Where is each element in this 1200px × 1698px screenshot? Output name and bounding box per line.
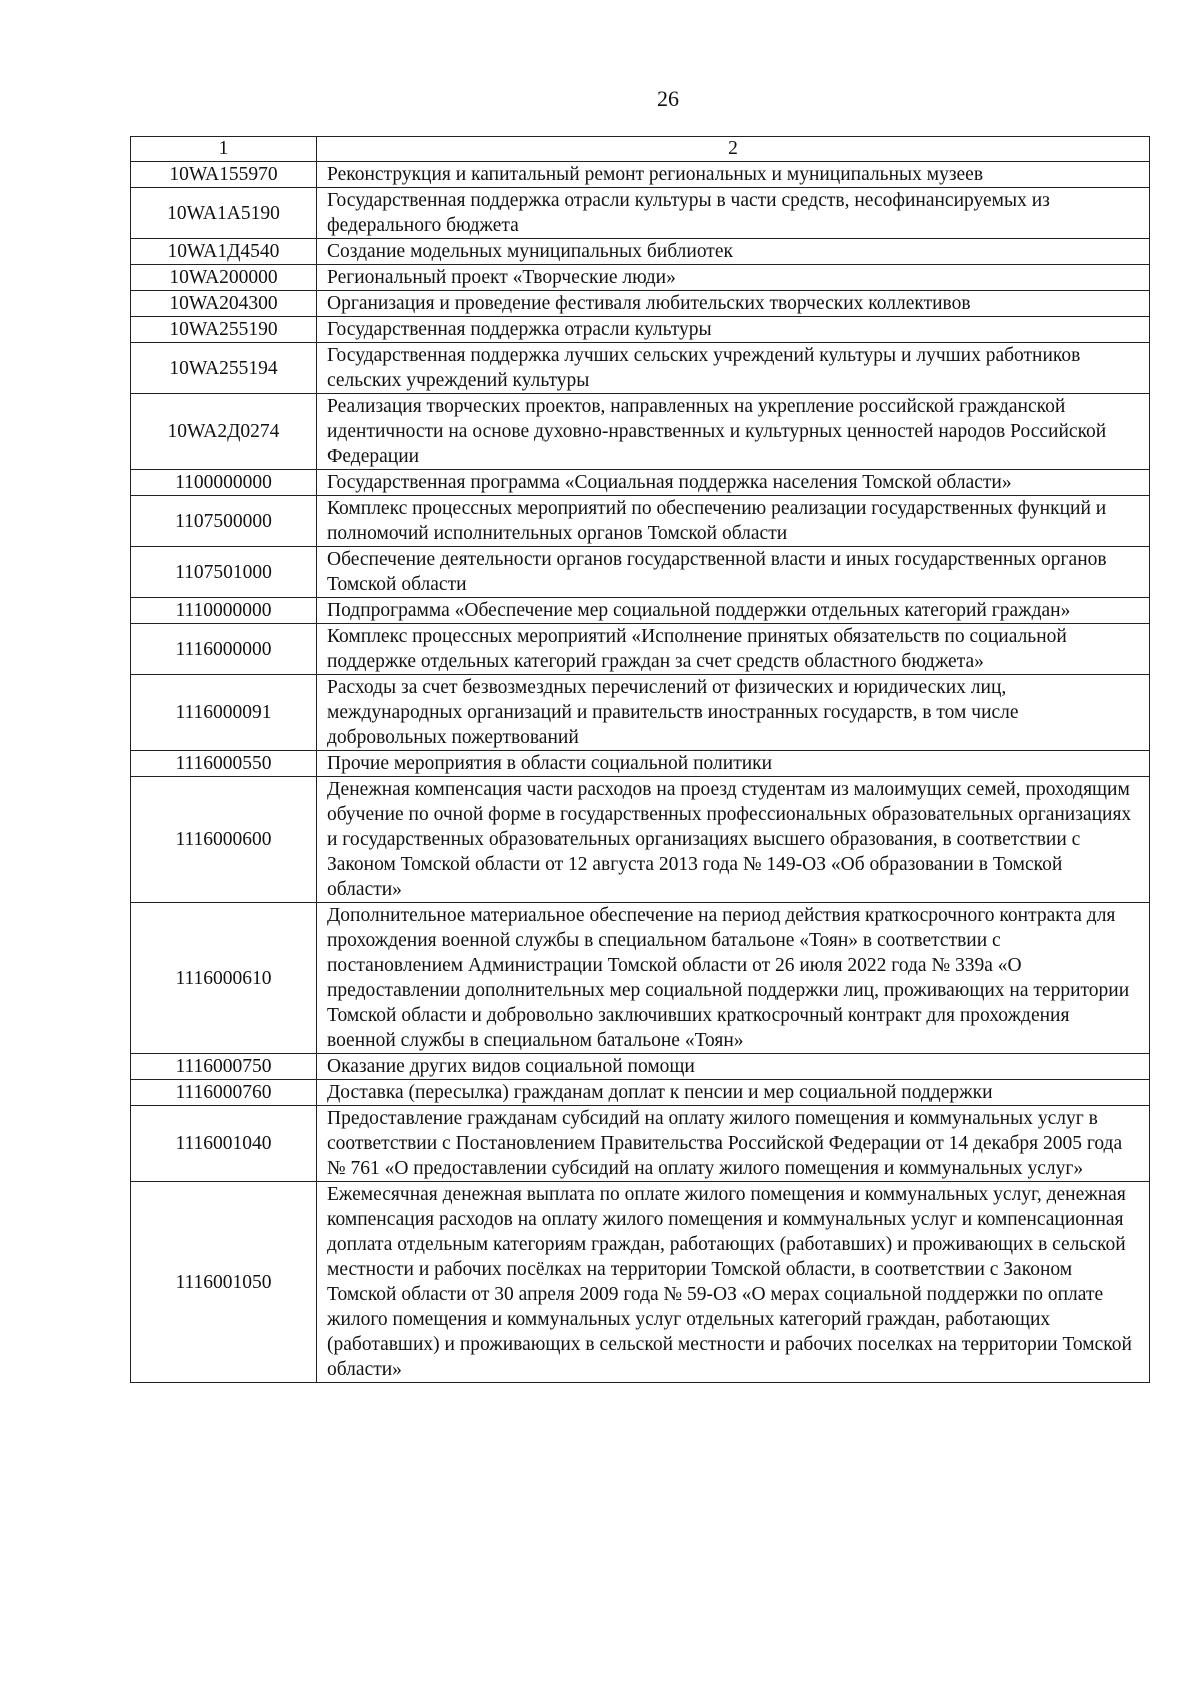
table-row [131, 777, 1150, 903]
row-code: 10WA200000 [131, 265, 317, 291]
table-row [131, 547, 1150, 598]
row-code: 1116001050 [131, 1182, 317, 1383]
row-text: Доставка (пересылка) гражданам доплат к пенсии и мер социальной поддержки [317, 1080, 1150, 1106]
row-code: 10WA255194 [131, 343, 317, 394]
row-code: 1107501000 [131, 547, 317, 598]
table-row [131, 496, 1150, 547]
row-text: Денежная компенсация части расходов на проезд студентам из малоимущих семей, проходящим обучение по очной форме в государственных профессиональных образовательных организациях и государственных образовательных организациях высшего образования, в соответствии с Законом Томской области от 12 августа 2013 года № 149-ОЗ «Об образовании в Томской области» [317, 777, 1150, 903]
row-code: 1116000600 [131, 777, 317, 903]
table-row [131, 675, 1150, 751]
row-code: 1107500000 [131, 496, 317, 547]
table-row [131, 188, 1150, 239]
table-header-row [131, 137, 1150, 162]
row-code: 10WA1Д4540 [131, 239, 317, 265]
row-code: 1116000610 [131, 903, 317, 1054]
row-code: 10WA255190 [131, 317, 317, 343]
table-row [131, 1054, 1150, 1080]
row-text: Организация и проведение фестиваля любительских творческих коллективов [317, 291, 1150, 317]
table-row [131, 1080, 1150, 1106]
table-row [131, 1106, 1150, 1182]
table-row [131, 394, 1150, 470]
row-text: Создание модельных муниципальных библиотек [317, 239, 1150, 265]
row-text: Комплекс процессных мероприятий по обеспечению реализации государственных функций и полномочий исполнительных органов Томской области [317, 496, 1150, 547]
row-code: 1116000550 [131, 751, 317, 777]
table-row [131, 751, 1150, 777]
table-row [131, 470, 1150, 496]
row-text: Обеспечение деятельности органов государственной власти и иных государственных органов Томской области [317, 547, 1150, 598]
table-row [131, 624, 1150, 675]
table-row [131, 162, 1150, 188]
row-text: Расходы за счет безвозмездных перечислений от физических и юридических лиц, международных организаций и правительств иностранных государств, в том числе добровольных пожертвований [317, 675, 1150, 751]
header-col-2: 2 [317, 137, 1150, 162]
row-text: Комплекс процессных мероприятий «Исполнение принятых обязательств по социальной поддержке отдельных категорий граждан за счет средств областного бюджета» [317, 624, 1150, 675]
row-text: Предоставление гражданам субсидий на оплату жилого помещения и коммунальных услуг в соответствии с Постановлением Правительства Российской Федерации от 14 декабря 2005 года № 761 «О предоставлении субсидий на оплату жилого помещения и коммунальных услуг» [317, 1106, 1150, 1182]
table-row [131, 598, 1150, 624]
row-text: Государственная поддержка отрасли культуры [317, 317, 1150, 343]
row-text: Ежемесячная денежная выплата по оплате жилого помещения и коммунальных услуг, денежная компенсация расходов на оплату жилого помещения и коммунальных услуг и компенсационная доплата отдельным категориям граждан, работающих (работавших) и проживающих в сельской местности и рабочих посёлках на территории Томской области, в соответствии с Законом Томской области от 30 апреля 2009 года № 59-ОЗ «О мерах социальной поддержки по оплате жилого помещения и коммунальных услуг отдельных категорий граждан, работающих (работавших) и проживающих в сельской местности и рабочих поселках на территории Томской области» [317, 1182, 1150, 1383]
row-text: Государственная поддержка отрасли культуры в части средств, несофинансируемых из федерального бюджета [317, 188, 1150, 239]
row-code: 1116000091 [131, 675, 317, 751]
row-code: 10WA1A5190 [131, 188, 317, 239]
row-code: 1110000000 [131, 598, 317, 624]
row-code: 10WA2Д0274 [131, 394, 317, 470]
header-col-1: 1 [131, 137, 317, 162]
table-row [131, 903, 1150, 1054]
row-text: Подпрограмма «Обеспечение мер социальной поддержки отдельных категорий граждан» [317, 598, 1150, 624]
row-text: Прочие мероприятия в области социальной политики [317, 751, 1150, 777]
row-code: 1116000760 [131, 1080, 317, 1106]
row-text: Государственная поддержка лучших сельских учреждений культуры и лучших работников сельских учреждений культуры [317, 343, 1150, 394]
page-number: 26 [657, 86, 679, 111]
table-row [131, 239, 1150, 265]
row-code: 10WA204300 [131, 291, 317, 317]
table-row [131, 1182, 1150, 1383]
row-code: 1116000750 [131, 1054, 317, 1080]
row-code: 10WA155970 [131, 162, 317, 188]
table-row [131, 317, 1150, 343]
row-text: Реконструкция и капитальный ремонт региональных и муниципальных музеев [317, 162, 1150, 188]
row-text: Дополнительное материальное обеспечение на период действия краткосрочного контракта для прохождения военной службы в специальном батальоне «Тоян» в соответствии с постановлением Администрации Томской области от 26 июля 2022 года № 339а «О предоставлении дополнительных мер социальной поддержки лиц, проживающих на территории Томской области и добровольно заключивших краткосрочный контракт для прохождения военной службы в специальном батальоне «Тоян» [317, 903, 1150, 1054]
row-text: Государственная программа «Социальная поддержка населения Томской области» [317, 470, 1150, 496]
row-code: 1116001040 [131, 1106, 317, 1182]
row-text: Региональный проект «Творческие люди» [317, 265, 1150, 291]
table-row [131, 265, 1150, 291]
table-row [131, 291, 1150, 317]
row-text: Оказание других видов социальной помощи [317, 1054, 1150, 1080]
budget-classification-table [130, 136, 1150, 1383]
row-code: 1116000000 [131, 624, 317, 675]
row-code: 1100000000 [131, 470, 317, 496]
row-text: Реализация творческих проектов, направленных на укрепление российской гражданской идентичности на основе духовно-нравственных и культурных ценностей народов Российской Федерации [317, 394, 1150, 470]
table-row [131, 343, 1150, 394]
